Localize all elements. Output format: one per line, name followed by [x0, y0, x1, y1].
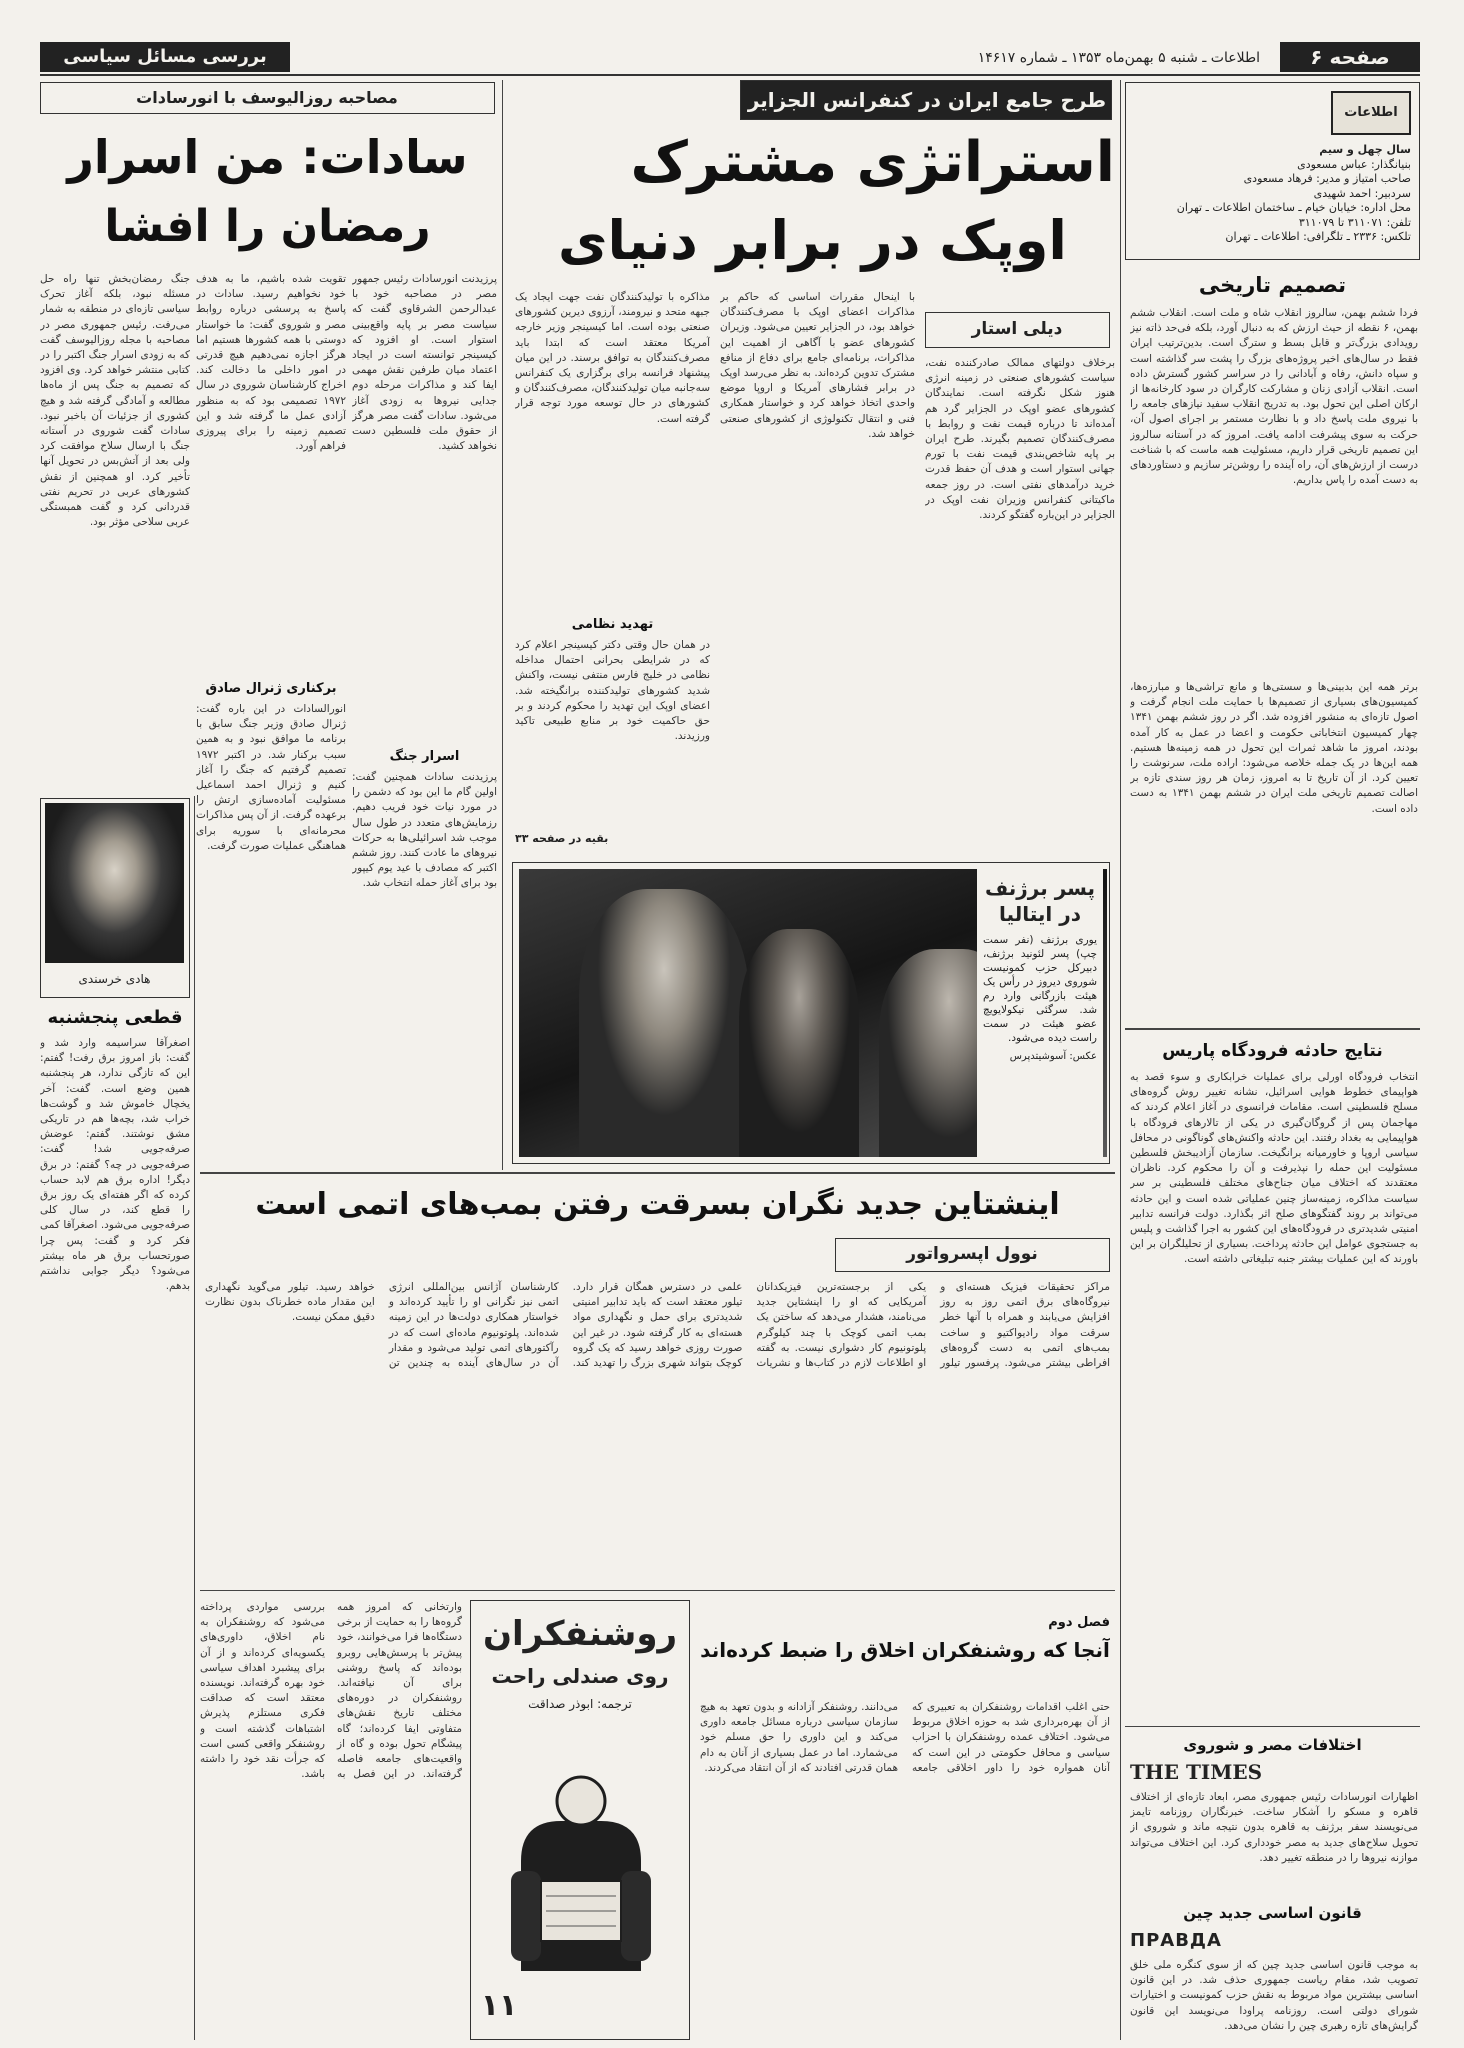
columnist-portrait-frame	[40, 798, 190, 998]
einstein-source: نوول اپسرواتور	[906, 1244, 1038, 1264]
intellectuals-chapter: فصل دوم	[1048, 1615, 1110, 1630]
einstein-source-box	[835, 1238, 1110, 1272]
opec-source: دیلی استار	[971, 319, 1063, 339]
egypt-ussr-title: اختلافات مصر و شوروی	[1183, 1736, 1362, 1754]
einstein-headline: اینشتاین جدید نگران بسرقت رفتن بمب‌های اتمی است	[255, 1187, 1060, 1222]
columnist-name: هادی خرسندی	[78, 972, 151, 986]
masthead-editor: سردبیر: احمد شهیدی	[1313, 186, 1411, 200]
columnist-column-title: قطعی پنجشنبه	[47, 1007, 183, 1028]
brezhnev-caption-box	[977, 869, 1103, 1157]
pravda-logo: ПРАВДА	[1130, 1930, 1222, 1951]
logo: اطلاعات	[1331, 91, 1411, 135]
masthead-telex: تلکس: ۲۳۳۶ ـ تلگرافی: اطلاعات ـ تهران	[1225, 230, 1411, 243]
figure	[579, 889, 749, 1157]
editorial-title: تصمیم تاریخی	[1198, 273, 1347, 297]
sadat-column-3: پرزیدنت انورسادات رئیس جمهور مصر در مصاحبه خود با عبدالرحمن الشرقاوی گفت که سیاست مصر بر پایه واقع‌بینی استوار است. او افزود که کیسینجر توانسته است در ایجاد اعتماد میان طرفین نقش مهمی ایفا کند و مذاکرات مرحله دوم جدایی نیروها به زودی آغاز می‌شود. سادات گفت مصر هرگز از حقوق ملت فلسطین دست نخواهد کشید.	[352, 273, 497, 453]
sadat-column-2: تقویت شده باشیم، ما به هدف خود نخواهیم رسید. سادات در پاسخ به پرسشی درباره روابط مصر و شوروی گفت: ما خواستار دوستی با همه کشورها هستیم اما هرگز اجازه نمی‌دهیم هیچ قدرتی در امور داخلی ما دخالت کند. اخراج کارشناسان شوروی در سال ۱۹۷۲ تصمیمی بود که به منظور آزادی عمل ما گرفته شد و این تصمیم زمینه را برای پیروزی فراهم آورد.	[196, 273, 346, 453]
china-law-title: قانون اساسی جدید چین	[1183, 1904, 1362, 1922]
brezhnev-photo-frame	[512, 862, 1110, 1164]
columnist-body: اصغرآقا سراسیمه وارد شد و گفت: باز امروز برق رفت! گفتم: این که تازگی ندارد، هر پنجشنبه همین وضع است. گفت: آخر یخچال خاموش شد و گوشت‌ها خراب شد، بچه‌ها هم در تاریکی مشق نوشتند. گفتم: عوضش صرفه‌جویی شد! گفت: صرفه‌جویی در چه؟ گفتم: در برق دیگر! اداره برق هم لابد حساب کرده که اگر هفته‌ای یک روز برق را قطع کند، در سال کلی صرفه‌جویی می‌شود. اصغرآقا کمی فکر کرد و گفت: پس چرا صورتحساب برق هر ماه بیشتر می‌شود؟ دیگر جوابی نداشتم بدهم.	[40, 1037, 190, 1293]
brezhnev-credit: عکس: آسوشیتدپرس	[1009, 1051, 1097, 1062]
opec-headline-2: اوپک در برابر دنیای	[558, 209, 1067, 272]
opec-kicker-box	[740, 80, 1112, 120]
dateline: اطلاعات ـ شنبه ۵ بهمن‌ماه ۱۳۵۳ ـ شماره ۱۴۶۱۷	[977, 50, 1260, 66]
divider	[200, 1172, 1115, 1174]
brezhnev-caption-body: یوری برژنف (نفر سمت چپ) پسر لئونید برژنف، دبیرکل حزب کمونیست شوروی دیروز در رأس یک هیئت بازرگانی وارد رم شد. سرگئی نیکولایویچ عضو هیئت در سمت راست دیده می‌شود.	[983, 934, 1097, 1044]
sadat-headline-1: سادات: من اسرار	[67, 130, 468, 184]
opec-column-3b: در همان حال وقتی دکتر کیسینجر اعلام کرد که در شرایطی بحرانی احتمال مداخله نظامی در خلیج فارس منتفی نیست، واکنش شدید کشورهای تولیدکننده برانگیخته شد. اعضای اوپک این تهدید را محکوم کردند و بر حق حاکمیت خود بر منابع طبیعی تاکید ورزیدند.	[515, 639, 710, 743]
egypt-ussr-body: اظهارات انورسادات رئیس جمهوری مصر، ابعاد تازه‌ای از اختلاف قاهره و مسکو را آشکار ساخت. خبرنگاران روزنامه تایمز می‌نویسند سفر برژنف به قاهره بدون نتیجه ماند و شوروی از تحویل سلاح‌های جدید به مصر خودداری کرد. این اختلاف می‌تواند موازنه نیروها را در منطقه تغییر دهد.	[1130, 1791, 1418, 1864]
sadat-kicker: مصاحبه روزالیوسف با انورسادات	[136, 88, 398, 107]
column-separator	[1120, 80, 1121, 2040]
sadat-column-1: جنگ رمضان‌بخش تنها راه حل مسئله نبود، بلکه آغاز تحرک سیاسی تازه‌ای در منطقه به شمار می‌رفت. رئیس جمهوری مصر در مصاحبه با مجله روزالیوسف گفت که به زودی اسرار جنگ اکتبر را در کتابی منتشر خواهد کرد. وی افزود که تصمیم به جنگ پس از ماه‌ها مطالعه و آمادگی گرفته شد و هیچ کشوری از جزئیات آن باخبر نبود. سادات گفت شوروی در آستانه جنگ با ارسال سلاح موافقت کرد ولی بعد از آتش‌بس در تحویل آنها تأخیر کرد. او همچنین از نقش کشورهای عربی در تحریم نفتی قدردانی کرد و گفت همبستگی عربی سلاحی مؤثر بود.	[40, 273, 190, 529]
editorial-body-2: برتر همه این بدبینی‌ها و سستی‌ها و مانع تراشی‌ها و مبارزه‌ها، کمیسیون‌های بسیاری از تصمیم‌ها با حمایت ملت انجام گرفت و اصول تازه‌ای به منشور افزوده شد. اگر در روز ششم بهمن ۱۳۴۱ چهار کمیسیون انتخاباتی حکومت و اعضا در عمل به کار آمده بودند، امروز ما شاهد ثمرات این تحول در همه زمینه‌ها هستیم. همه این‌ها در یک جمله خلاصه می‌شود: اراده ملت، سرنوشت را تعیین کرد. از آن تاریخ تا به امروز، زمان هر روز سندی تازه بر اصالت تصمیم تاریخی ملت ایران در ششم بهمن ۱۳۴۱ به دست داده است.	[1130, 681, 1418, 815]
opec-column-3: مذاکره با تولیدکنندگان نفت جهت ایجاد یک جبهه متحد و نیرومند، آرزوی دیرین کشورهای صنعتی بوده است. اما کیسینجر وزیر خارجه آمریکا معتقد است که ابتدا باید مصرف‌کنندگان به توافق برسند. در این میان پیشنهاد فرانسه برای برگزاری یک کنفرانس سه‌جانبه میان تولیدکنندگان، مصرف‌کنندگان و کشورهای در حال توسعه مورد توجه قرار گرفته است.	[515, 291, 710, 425]
armchair-illustration-svg	[501, 1741, 661, 1981]
column-separator	[194, 796, 195, 2040]
opec-column-2: با اینحال مقررات اساسی که حاکم بر مذاکرات اعضای اوپک با مصرف‌کنندگان خواهد بود، در الجزایر تعیین می‌شود. وزیران کشورهای عضو با آگاهی از اهمیت این مذاکرات، برنامه‌ای جامع برای دفاع از منافع مشترک تدوین کرده‌اند. به نظر می‌رسد اوپک در برابر فشارهای آمریکا و اروپا موضع واحدی اتخاذ خواهد کرد و خواستار همکاری فنی و انتقال تکنولوژی از کشورهای صنعتی خواهد شد.	[720, 291, 915, 440]
masthead-address: محل اداره: خیابان خیام ـ ساختمان اطلاعات ـ تهران	[1176, 201, 1411, 214]
paris-title: نتایج حادثه فرودگاه پاریس	[1162, 1041, 1383, 1061]
masthead-year: سال چهل و سیم	[1319, 143, 1411, 156]
einstein-body: مراکز تحقیقات فیزیک هسته‌ای و نیروگاه‌های برق اتمی روز به روز افزایش می‌یابند و همراه با آنها خطر سرقت مواد رادیواکتیو و ساخت بمب‌های اتمی به دست گروه‌های افراطی بیشتر می‌شود. پرفسور تیلور یکی از برجسته‌ترین فیزیکدانان آمریکایی که او را اینشتاین جدید می‌نامند، هشدار می‌دهد که ساختن یک بمب اتمی کوچک با چند کیلوگرم پلوتونیوم کار دشواری نیست. به گفته او اطلاعات لازم در کتاب‌ها و نشریات علمی در دسترس همگان قرار دارد. تیلور معتقد است که باید تدابیر امنیتی شدیدتری برای حمل و نگهداری مواد هسته‌ای به کار گرفته شود. در غیر این صورت روزی خواهد رسید که یک گروه کوچک بتواند شهری بزرگ را تهدید کند. کارشناسان آژانس بین‌المللی انرژی اتمی نیز نگرانی او را تأیید کرده‌اند و خواستار همکاری دولت‌ها در این زمینه شده‌اند. پلوتونیوم ماده‌ای است که در رآکتورهای اتمی تولید می‌شود و مقدار آن در سال‌های آینده به چندین تن خواهد رسید. تیلور می‌گوید نگهداری این مقدار ماده خطرناک بدون نظارت دقیق ممکن نیست.	[205, 1281, 1110, 1370]
sadat-subhead-2-visible: اسرار جنگ	[389, 749, 460, 764]
opec-source-box	[925, 312, 1110, 348]
book-title: روشنفکران	[482, 1614, 678, 1654]
armchair-illustration	[501, 1741, 661, 1981]
masthead-founder: بنیانگذار: عباس مسعودی	[1297, 157, 1411, 171]
book-translator: ترجمه: ابوذر صداقت	[528, 1697, 632, 1711]
brezhnev-caption-title: پسر برژنف در ایتالیا	[984, 876, 1096, 926]
intellectuals-body: حتی اغلب اقدامات روشنفکران به تعبیری که از آن بهره‌برداری شد به حوزه اخلاق مربوط می‌شود. اختلاف عمده روشنفکران با احزاب سیاسی و محافل حکومتی در این است که آنان همواره خود را داور اخلاقی جامعه می‌دانند. روشنفکر آزادانه و بدون تعهد به هیچ سازمان سیاسی درباره مسائل جامعه داوری می‌کند و این داوری را حق مسلم خود می‌شمارد. اما در عمل بسیاری از آنان به دام همان قدرتی افتادند که از آن انتقاد می‌کردند.	[700, 1701, 1110, 1774]
sadat-column-3b: پرزیدنت سادات همچنین گفت: اولین گام ما این بود که دشمن را در مورد نیات خود فریب دهیم. رزمایش‌های متعدد در طول سال موجب شد اسرائیلی‌ها به حرکات نیروهای ما عادت کنند. روز ششم اکتبر که مصادف با عید یوم کیپور بود برای آغاز حمله انتخاب شد.	[352, 771, 497, 890]
editorial-body: فردا ششم بهمن، سالروز انقلاب شاه و ملت است. انقلاب ششم بهمن، ۶ نقطه از حیث ارزش که به دنبال آورد، بلکه فی‌حد ذاته نیز رویدادی بزرگ‌تر و قابل بسط و سترگ است. بدین‌ترتیب ایران فقط در سال‌های اخیر پروژه‌های بزرگ را پشت سر گذاشته است و سپاه دانش، رفاه و آبادانی را در سراسر کشور گسترش داده است. انقلاب آزادی زنان و مشارکت کارگران در سود کارخانه‌ها از ارکان اصلی این تحول بود. به تدریج انقلاب سفید نیازهای جامعه را با نیروی ملت پاسخ داد و با نظارت مستمر بر اجرای اصول آن، حرکت به سوی پیشرفت ادامه یافت. امروز که در آستانه سالروز این تصمیم تاریخی قرار داریم، مسئولیت همه ماست که با شناخت درست از ارزش‌های آن، راه آینده را روشن‌تر سازیم و دستاوردهای به دست آمده را پاس بداریم.	[1130, 307, 1418, 487]
divider	[200, 1590, 1115, 1591]
sadat-subhead-1: برکناری ژنرال صادق	[205, 681, 337, 696]
intellectuals-body-2: وارتخانی که امروز همه گروه‌ها را به حمایت از برخی دستگاه‌ها فرا می‌خوانند، خود پیش‌تر با پرسش‌هایی روبرو بوده‌اند که پاسخ روشنی برای آن نیافته‌اند. روشنفکران در دوره‌های مختلف تاریخ نقش‌های متفاوتی ایفا کرده‌اند؛ گاه پیشگام تحول بوده و گاه از واقعیت‌های جامعه فاصله گرفته‌اند. در این فصل به بررسی مواردی پرداخته می‌شود که روشنفکران به نام اخلاق، داوری‌های یکسویه‌ای کرده‌اند و از آن برای پیشبرد اهداف سیاسی خود بهره گرفته‌اند. نویسنده معتقد است که صداقت فکری مستلزم پذیرش اشتباهات گذشته است و روشنفکر واقعی کسی است که جرأت نقد خود را داشته باشد.	[200, 1601, 462, 1781]
divider	[1125, 1028, 1420, 1030]
page-label: صفحه ۶	[1280, 42, 1420, 72]
masthead-info	[1134, 143, 1411, 245]
columnist-portrait	[45, 803, 184, 963]
paris-body: انتخاب فرودگاه اورلی برای عملیات خرابکاری و سوء قصد به هواپیمای خطوط هوایی اسرائیل، نشانه تغییر روش گروه‌های مسلح فلسطینی است. مقامات فرانسوی در آغاز اعلام کردند که مهاجمان پس از گروگان‌گیری در یکی از تالارهای فرودگاه با هواپیمایی به بغداد رفتند. این حادثه واکنش‌های گوناگونی در محافل سیاسی اروپا و خاورمیانه برانگیخت. سازمان آزادیبخش فلسطین مسئولیت این حمله را نپذیرفت و آن را محکوم کرد. ناظران معتقدند که اختلاف میان جناح‌های مختلف فلسطینی بر سر سیاست مذاکره، زمینه‌ساز چنین عملیاتی شده است و این حادثه می‌تواند بر روند گفتگوهای صلح اثر بگذارد. دولت فرانسه تدابیر امنیتی شدیدتری در فرودگاه‌های این کشور به اجرا گذاشت و پلیس به جستجوی عوامل این حادثه پرداخت. بسیاری از تحلیلگران بر این باورند که این عملیات بیشتر جنبه تبلیغاتی داشته است.	[1130, 1071, 1418, 1266]
page-header	[40, 40, 1420, 76]
intellectuals-title: آنجا که روشنفکران اخلاق را ضبط کرده‌اند	[700, 1638, 1110, 1662]
serial-number: ۱۱	[480, 1988, 518, 2023]
sadat-column-2b: انورالسادات در این باره گفت: ژنرال صادق وزیر جنگ سابق با برنامه ما موافق نبود و به همین سبب برکنار شد. در اکتبر ۱۹۷۲ تصمیم گرفتیم که جنگ را آغاز کنیم و ژنرال احمد اسماعیل مسئولیت آماده‌سازی ارتش را برعهده گرفت. از آن پس مذاکرات محرمانه‌ای با سوریه برای هماهنگی عملیات صورت گرفت.	[196, 703, 346, 852]
sadat-kicker-box	[40, 82, 495, 114]
column-separator	[502, 80, 503, 1170]
opec-subhead: تهدید نظامی	[571, 617, 654, 632]
opec-continue: بقیه در صفحه ۳۳	[515, 832, 609, 845]
masthead	[1125, 82, 1420, 260]
divider	[1125, 1726, 1420, 1727]
book-subtitle: روی صندلی راحت	[491, 1664, 669, 1688]
times-logo: THE TIMES	[1130, 1760, 1263, 1784]
figure	[739, 929, 859, 1157]
masthead-publisher: صاحب امتیاز و مدیر: فرهاد مسعودی	[1243, 172, 1411, 185]
section-title: بررسی مسائل سیاسی	[40, 42, 290, 72]
china-law-body: به موجب قانون اساسی جدید چین که از سوی کنگره ملی خلق تصویب شد، مقام ریاست جمهوری حذف شد. در این قانون اساسی بیشترین مواد مربوط به نقش حزب کمونیست و اختیارات شورای دولتی است. روزنامه پراودا می‌نویسد این قانون گرایش‌های تازه رهبری چین را نشان می‌دهد.	[1130, 1959, 1418, 2032]
opec-column-1: برخلاف دولتهای ممالک صادرکننده نفت، سیاست کشورهای صنعتی در زمینه انرژی هنوز شکل نگرفته است. نمایندگان کشورهای عضو اوپک در الجزایر گرد هم آمده‌اند تا درباره قیمت نفت و روابط با مصرف‌کنندگان تصمیم بگیرند. طرح ایران بر پایه شاخص‌بندی قیمت نفت با تورم جهانی استوار است و هدف آن حفظ قدرت خرید درآمدهای نفتی است. در روز جمعه ماکیتانی کنفرانس وزیران نفت اوپک در الجزایر در این‌باره گفتگو کردند.	[925, 357, 1115, 522]
sadat-headline-2: رمضان را افشا	[104, 201, 431, 252]
opec-kicker: طرح جامع ایران در کنفرانس الجزایر	[747, 88, 1107, 112]
masthead-phone: تلفن: ۳۱۱۰۷۱ تا ۳۱۱۰۷۹	[1298, 215, 1411, 229]
opec-headline-1: استراتژی مشترک	[630, 130, 1115, 195]
intellectuals-book-box	[470, 1600, 690, 2040]
